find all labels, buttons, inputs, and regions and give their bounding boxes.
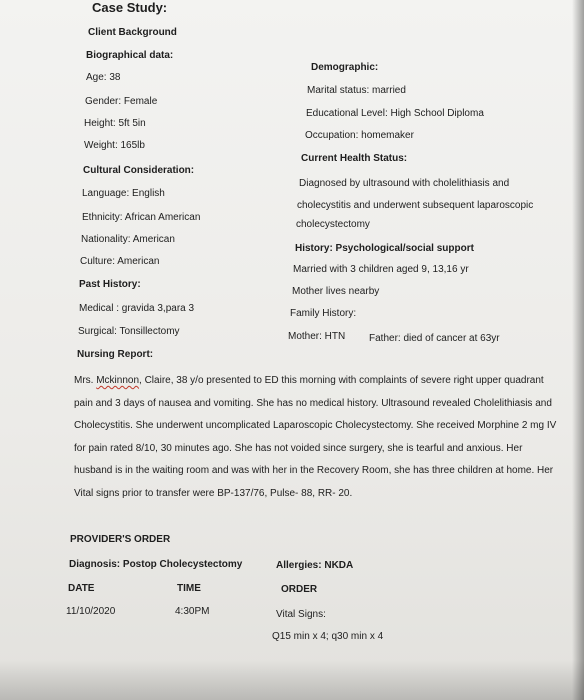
past-history-heading: Past History: xyxy=(79,279,141,290)
current-health-line3: cholecystectomy xyxy=(296,219,370,230)
age-text: Age: 38 xyxy=(86,72,121,83)
client-background-heading: Client Background xyxy=(88,27,177,38)
biographical-heading: Biographical data: xyxy=(86,50,174,61)
nationality-text: Nationality: American xyxy=(81,234,175,245)
order-column-label: ORDER xyxy=(281,584,318,595)
patient-name: Mckinnon xyxy=(96,375,140,386)
occupation-text: Occupation: homemaker xyxy=(305,130,414,141)
medical-text: Medical : gravida 3,para 3 xyxy=(79,303,195,314)
gender-text: Gender: Female xyxy=(85,96,158,107)
nursing-report-paragraph xyxy=(74,370,560,505)
current-health-heading: Current Health Status: xyxy=(301,153,408,164)
order-time: 4:30PM xyxy=(175,606,210,617)
provider-order-heading: PROVIDER'S ORDER xyxy=(70,534,171,545)
height-text: Height: 5ft 5in xyxy=(84,118,146,129)
ethnicity-text: Ethnicity: African American xyxy=(82,212,201,223)
marital-text: Marital status: married xyxy=(307,85,406,96)
report-body: , Claire, 38 y/o presented to ED this morning with complaints of severe right upper quadrant pain and 3 days of nausea and vomiting. She has no medical history. Ultrasound revealed Cholelithiasis and Cholecystitis. She underwent uncomplicated Laparoscopic Cholecystectomy. She received Morphine 2 mg IV for pain rated 8/10, 30 minutes ago. She has not voided since surgery, she is tearful and anxious. Her husband is in the waiting room and was with her in the Recovery Room, she has three children at home. Her Vital signs prior to transfer were BP-137/76, Pulse- 88, RR- 20. xyxy=(74,375,557,499)
culture-text: Culture: American xyxy=(80,256,160,267)
father-text: Father: died of cancer at 63yr xyxy=(369,333,500,344)
mother-lives-text: Mother lives nearby xyxy=(292,286,380,297)
case-study-title: Case Study: xyxy=(92,0,168,15)
order-date: 11/10/2020 xyxy=(66,606,116,617)
nursing-report-heading: Nursing Report: xyxy=(77,349,154,360)
allergies-text: Allergies: NKDA xyxy=(276,560,354,571)
current-health-line2: cholecystitis and underwent subsequent laparoscopic xyxy=(297,200,534,211)
time-column-label: TIME xyxy=(177,583,201,594)
family-history-text: Family History: xyxy=(290,308,357,319)
vital-signs-label: Vital Signs: xyxy=(276,609,326,620)
married-children-text: Married with 3 children aged 9, 13,16 yr xyxy=(293,264,469,275)
report-prefix: Mrs. xyxy=(74,375,97,386)
history-heading: History: Psychological/social support xyxy=(295,243,474,254)
language-text: Language: English xyxy=(82,188,165,199)
current-health-line1: Diagnosed by ultrasound with cholelithiasis and xyxy=(299,178,510,189)
mother-htn-text: Mother: HTN xyxy=(288,331,346,342)
demographic-heading: Demographic: xyxy=(311,62,379,73)
cultural-heading: Cultural Consideration: xyxy=(83,165,195,176)
page-edge-shadow xyxy=(572,0,584,700)
date-column-label: DATE xyxy=(68,583,95,594)
weight-text: Weight: 165lb xyxy=(84,140,145,151)
vital-signs-frequency: Q15 min x 4; q30 min x 4 xyxy=(272,631,384,642)
education-text: Educational Level: High School Diploma xyxy=(306,108,484,119)
page-bottom-shadow xyxy=(0,660,584,700)
diagnosis-text: Diagnosis: Postop Cholecystectomy xyxy=(69,559,243,570)
surgical-text: Surgical: Tonsillectomy xyxy=(78,326,180,337)
